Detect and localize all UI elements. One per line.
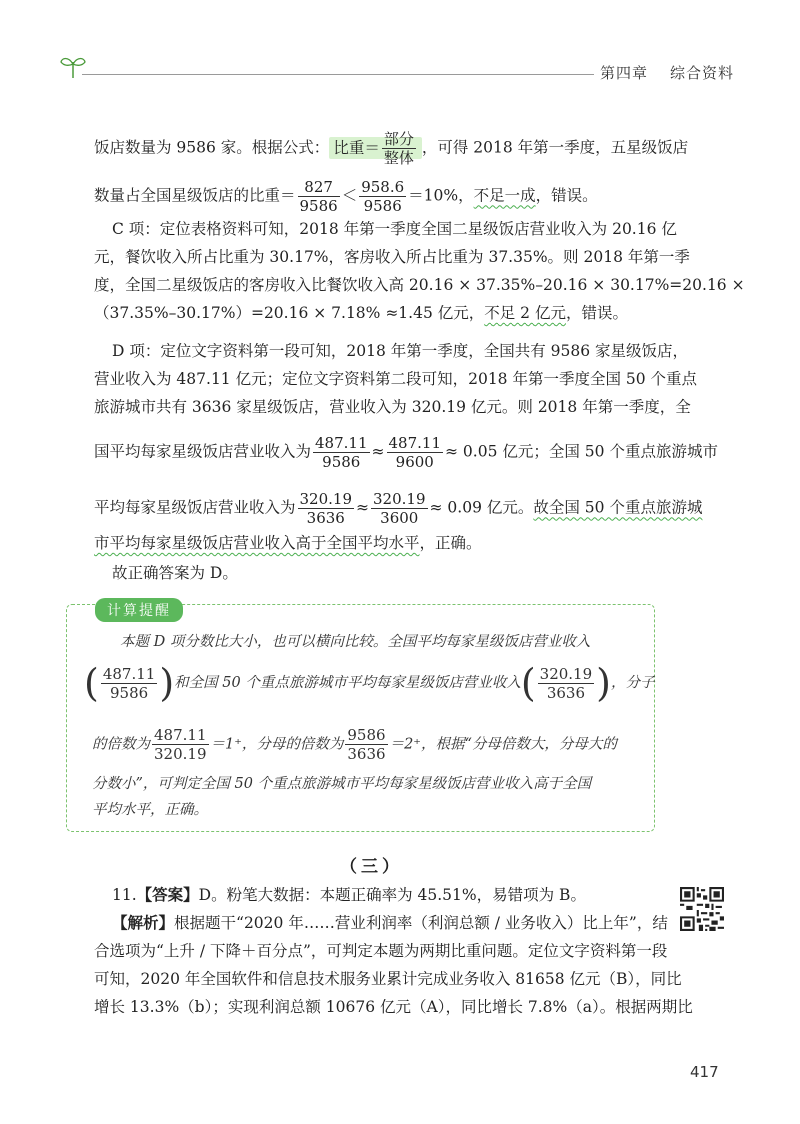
text: 数量占全国星级饭店的比重＝ (94, 186, 296, 205)
numerator: 487.11 (102, 664, 156, 683)
text: ，错误。 (565, 304, 628, 322)
emphasis: 不足 2 亿元 (484, 304, 566, 322)
fraction (298, 178, 340, 215)
denominator: 9586 (322, 453, 361, 471)
numerator: 320.19 (373, 490, 426, 508)
text: （37.35%–30.17%）=20.16 × 7.18% ≈1.45 亿元， (94, 304, 485, 322)
q11-line2 (112, 912, 668, 934)
c-line2: 元，餐饮收入所占比重为 30.17%，客房收入所占比重为 37.35%。则 2018 年第一季 (94, 248, 690, 266)
right-paren: ) (596, 661, 611, 705)
text: D。粉笔大数据：本题正确率为 45.51%，易错项为 B。 (198, 886, 586, 904)
tip-line5: 平均水平，正确。 (92, 802, 208, 818)
d-line6 (94, 532, 482, 554)
text: ≈ 0.05 亿元；全国 50 个重点旅游城市 (445, 442, 718, 461)
q11-line1 (112, 884, 586, 906)
text: ＝1⁺，分母的倍数为 (210, 736, 344, 753)
numerator: 487.11 (315, 434, 368, 452)
running-header (600, 62, 734, 83)
fraction (152, 726, 209, 763)
emphasis: 不足一成 (473, 186, 536, 205)
analysis-label: 【解析】 (112, 913, 175, 932)
fraction (345, 726, 387, 763)
d-line4 (94, 434, 718, 471)
text: ，可得 2018 年第一季度，五星级饭店 (421, 138, 689, 157)
denominator: 320.19 (154, 745, 207, 763)
operator: ≈ (371, 442, 385, 461)
text: 根据题干“2020 年……营业利润率（利润总额 / 业务收入）比上年”，结 (174, 914, 668, 932)
q11-line4: 可知，2020 年全国软件和信息技术服务业累计完成业务收入 81658 亿元（B），同比 (94, 970, 682, 988)
numerator: 部分 (383, 130, 414, 148)
tip-line2 (84, 661, 655, 705)
left-paren: ( (84, 661, 99, 705)
q11-line5: 增长 13.3%（b）；实现利润总额 10676 亿元（A），同比增长 7.8%（a）。根据两期比 (94, 998, 693, 1016)
p1-line1 (94, 130, 688, 167)
fraction (382, 130, 416, 167)
text: 平均每家星级饭店营业收入为 (94, 498, 296, 517)
text: ，错误。 (535, 186, 598, 205)
emphasis: 故全国 50 个重点旅游城 (533, 498, 703, 517)
right-paren: ) (159, 661, 175, 705)
c-line3: 度，全国二星级饭店的客房收入比餐饮收入高 20.16 × 37.35%–20.16 × 30.17%=20.16 × (94, 276, 745, 294)
answer-line: 故正确答案为 D。 (112, 564, 238, 582)
numerator: 9586 (347, 726, 386, 744)
denominator: 3636 (306, 509, 345, 527)
d-line5 (94, 490, 702, 527)
denominator: 3636 (347, 745, 386, 763)
text: ＝10%， (408, 186, 474, 205)
fraction (359, 178, 406, 215)
tip-line4: 分数小”，可判定全国 50 个重点旅游城市平均每家星级饭店营业收入高于全国 (92, 776, 592, 792)
fraction (101, 665, 158, 702)
operator: ≈ (356, 498, 370, 517)
text: ，分子 (610, 675, 655, 691)
numerator: 320.19 (299, 490, 353, 508)
denominator: 9586 (109, 683, 149, 702)
denominator: 3636 (546, 683, 585, 702)
numerator: 487.11 (388, 434, 442, 452)
text: ≈ 0.09 亿元。 (429, 498, 534, 517)
denominator: 9586 (299, 197, 338, 215)
qr-code-icon (680, 887, 724, 931)
p1-line2 (94, 178, 598, 215)
operator: ＜ (341, 186, 358, 205)
numerator: 487.11 (154, 726, 207, 744)
c-line1: C 项：定位表格资料可知，2018 年第一季度全国二星级饭店营业收入为 20.16 亿 (112, 220, 677, 238)
fraction (313, 434, 370, 471)
section-title: （三） (340, 857, 403, 877)
d-line3: 旅游城市共有 3636 家星级饭店，营业收入为 320.19 亿元。则 2018 年第一季度，全 (94, 398, 691, 416)
header-rule (82, 74, 594, 75)
formula-highlight (329, 130, 422, 167)
text: 国平均每家星级饭店营业收入为 (94, 442, 312, 461)
numerator: 320.19 (539, 664, 593, 683)
denominator: 整体 (383, 149, 414, 167)
sprout-icon (58, 52, 88, 80)
fraction (298, 490, 355, 527)
section-label: 综合资料 (670, 64, 735, 82)
fraction (371, 490, 428, 527)
q11-line3: 合选项为“上升 / 下降＋百分点”，可判定本题为两期比重问题。定位文字资料第一段 (94, 942, 668, 960)
denominator: 9600 (395, 453, 434, 471)
tip-line1: 本题 D 项分数比大小，也可以横向比较。全国平均每家星级饭店营业收入 (120, 634, 591, 650)
c-line4 (94, 302, 628, 324)
denominator: 9586 (363, 197, 402, 215)
numerator: 827 (298, 178, 340, 197)
emphasis: 市平均每家星级饭店营业收入高于全国平均水平 (94, 534, 420, 552)
text: ＝2⁺，根据“分母倍数大，分母大的 (389, 736, 617, 753)
d-line2: 营业收入为 487.11 亿元；定位文字资料第二段可知，2018 年第一季度全国 50 个重点 (94, 370, 698, 388)
text: 的倍数为 (92, 736, 150, 753)
chapter-label: 第四章 (600, 64, 649, 82)
question-number: 11. (112, 886, 137, 904)
tip-line3 (92, 726, 617, 763)
numerator: 958.6 (361, 178, 405, 196)
left-paren: ( (520, 661, 536, 705)
text: 饭店数量为 9586 家。根据公式： (94, 138, 330, 157)
page-number: 417 (690, 1063, 719, 1081)
fraction (387, 434, 444, 471)
fraction (538, 665, 595, 702)
d-line1: D 项：定位文字资料第一段可知，2018 年第一季度，全国共有 9586 家星级饭店， (112, 342, 689, 360)
denominator: 3600 (380, 509, 419, 527)
answer-label: 【答案】 (136, 885, 199, 904)
text: ，正确。 (419, 534, 482, 552)
tip-tag: 计算提醒 (95, 598, 183, 622)
text: 和全国 50 个重点旅游城市平均每家星级饭店营业收入 (174, 675, 521, 691)
formula-lhs: 比重＝ (333, 138, 380, 157)
